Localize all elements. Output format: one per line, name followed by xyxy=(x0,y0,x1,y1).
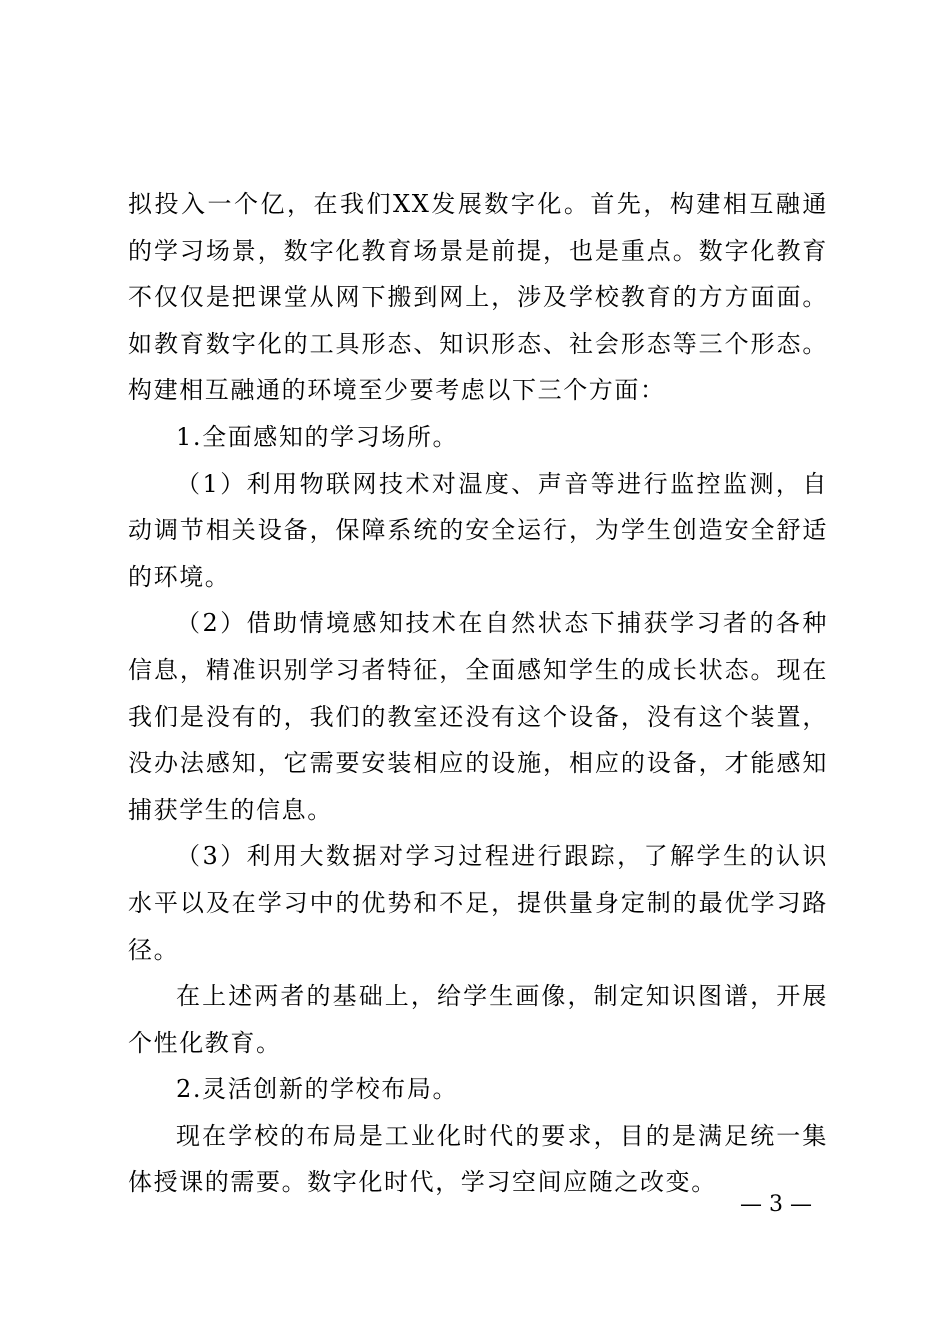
section-heading-2: 2.灵活创新的学校布局。 xyxy=(176,1075,459,1104)
list-item-1: （1）利用物联网技术对温度、声音等进行监控监测，自动调节相关设备，保障系统的安全运行，为学生创造安全舒适的环境。 xyxy=(128,469,828,591)
paragraph-summary: 在上述两者的基础上，给学生画像，制定知识图谱，开展个性化教育。 xyxy=(128,982,828,1057)
document-body xyxy=(128,181,828,1206)
paragraph-layout: 现在学校的布局是工业化时代的要求，目的是满足统一集体授课的需要。数字化时代，学习空间应随之改变。 xyxy=(128,1121,828,1197)
list-item-2: （2）借助情境感知技术在自然状态下捕获学习者的各种信息，精准识别学习者特征，全面感知学生的成长状态。现在我们是没有的，我们的教室还没有这个设备，没有这个装置，没办法感知，它需要安装相应的设施，相应的设备，才能感知捕获学生的信息。 xyxy=(128,609,828,824)
page-number: — 3 — xyxy=(740,1192,812,1217)
list-item-3: （3）利用大数据对学习过程进行跟踪，了解学生的认识水平以及在学习中的优势和不足，提供量身定制的最优学习路径。 xyxy=(128,842,828,964)
section-heading-1: 1.全面感知的学习场所。 xyxy=(176,422,459,451)
paragraph-continuation: 拟投入一个亿，在我们XX发展数字化。首先，构建相互融通的学习场景，数字化教育场景是前提，也是重点。数字化教育不仅仅是把课堂从网下搬到网上，涉及学校教育的方方面面。如教育数字化的工具形态、知识形态、社会形态等三个形态。构建相互融通的环境至少要考虑以下三个方面： xyxy=(128,190,828,405)
